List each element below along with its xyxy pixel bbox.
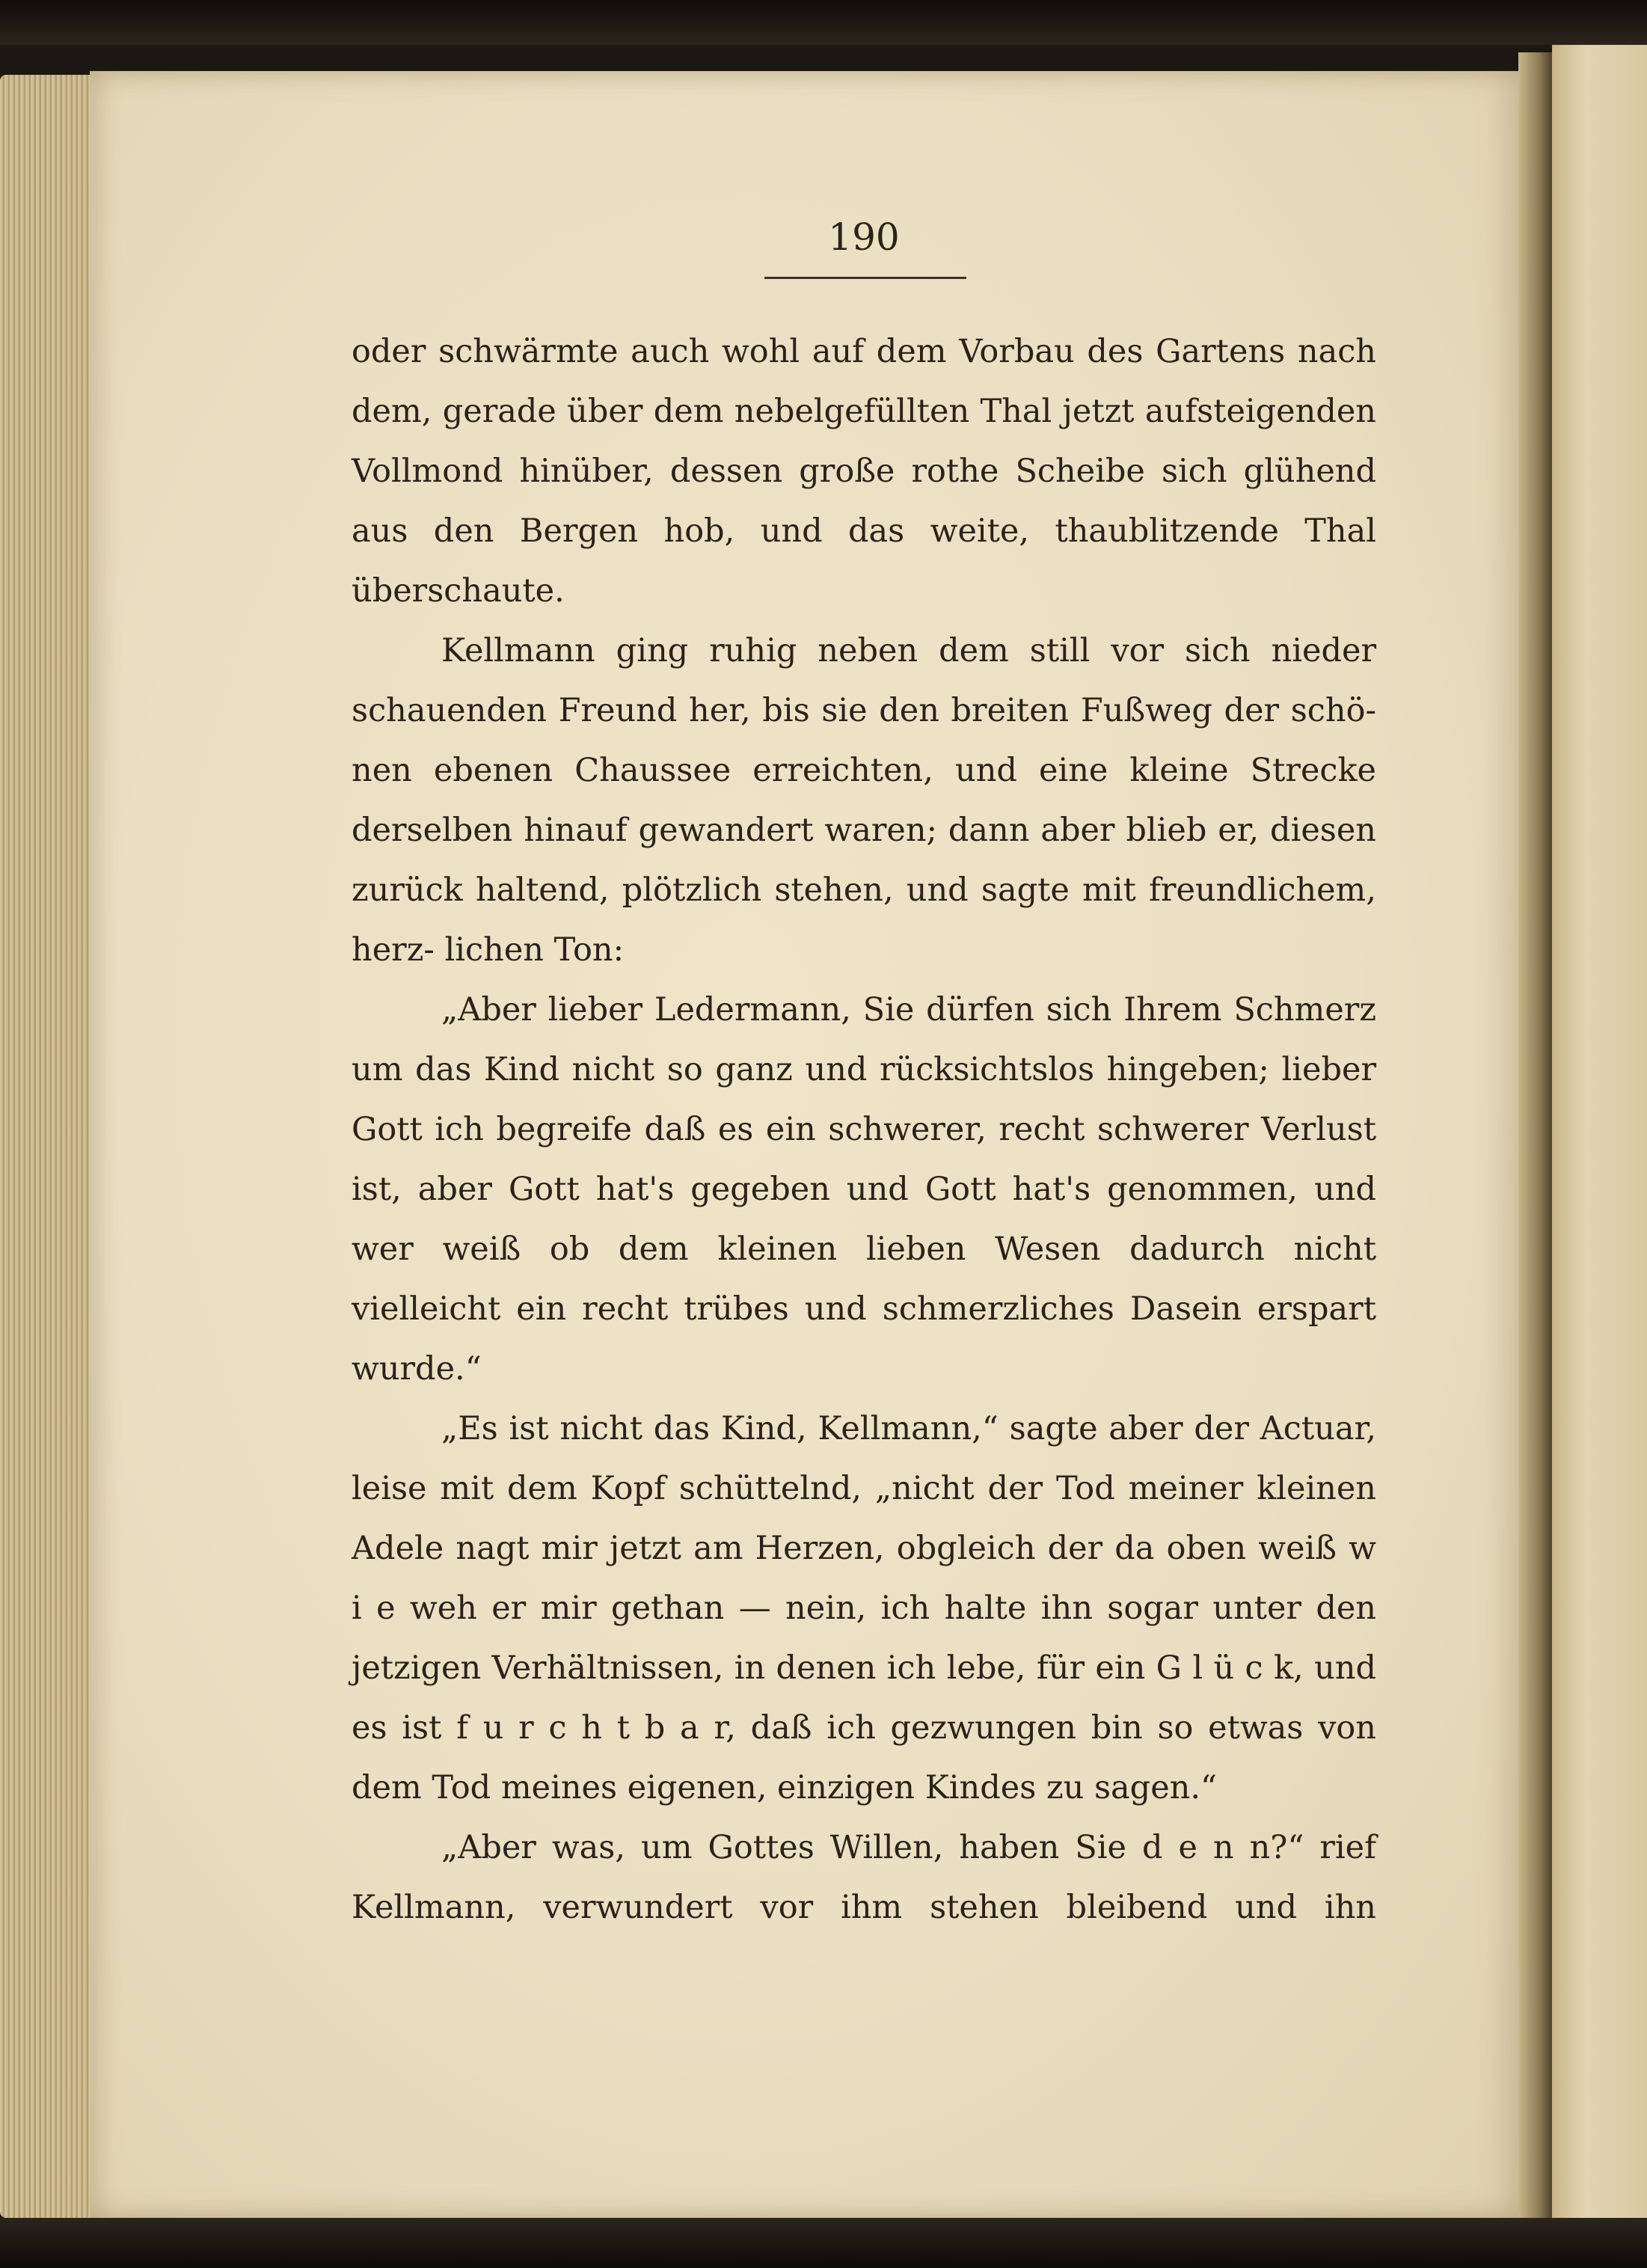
- scan-background-bottom: [0, 2218, 1647, 2268]
- paragraph-3: „Aber lieber Ledermann, Sie dürfen sich Ihrem Schmerz um das Kind nicht so ganz und rücksichtslos hingeben; lieber Gott ich begreife daß es ein schwerer, recht schwerer Verlust ist, aber Gott hat's gegeben und Gott hat's genommen, und wer weiß ob dem kleinen lieben Wesen dadurch nicht vielleicht ein recht trübes und schmerzliches Dasein erspart wurde.“: [352, 991, 1376, 1388]
- page-number-rule: [764, 277, 966, 279]
- paragraph-2: Kellmann ging ruhig neben dem still vor sich nieder schauenden Freund her, bis sie den breiten Fußweg der schö- nen ebenen Chaussee erreichten, und eine kleine Strecke derselben hinauf gewandert waren; dann aber blieb er, diesen zurück haltend, plötzlich stehen, und sagte mit freundlichem, herz- lichen Ton:: [352, 632, 1376, 969]
- paragraph-4: „Es ist nicht das Kind, Kellmann,“ sagte aber der Actuar, leise mit dem Kopf schüttelnd, „nicht der Tod meiner kleinen Adele nagt mir jetzt am Herzen, obgleich der da oben weiß w i e weh er mir gethan — nein, ich halte ihn sogar unter den jetzigen Verhältnissen, in denen ich lebe, für ein G l ü c k, und es ist f u r c h t b a r, daß ich gezwungen bin so etwas von dem Tod meines eigenen, einzigen Kindes zu sagen.“: [352, 1410, 1376, 1806]
- page-number: 190: [828, 215, 900, 259]
- scan-background-top: [0, 0, 1647, 45]
- paragraph-1: oder schwärmte auch wohl auf dem Vorbau des Gartens nach dem, gerade über dem nebelgefüllten Thal jetzt aufsteigenden Vollmond hinüber, dessen große rothe Scheibe sich glühend aus den Bergen hob, und das weite, thaublitzende Thal überschaute.: [352, 333, 1376, 610]
- paragraph-5: „Aber was, um Gottes Willen, haben Sie d e n n?“ rief Kellmann, verwundert vor ihm stehen bleibend und ihn: [352, 1829, 1376, 1926]
- body-text: [352, 322, 1376, 1937]
- facing-page-edge: [1552, 45, 1647, 2218]
- page-block-edges: [0, 75, 105, 2218]
